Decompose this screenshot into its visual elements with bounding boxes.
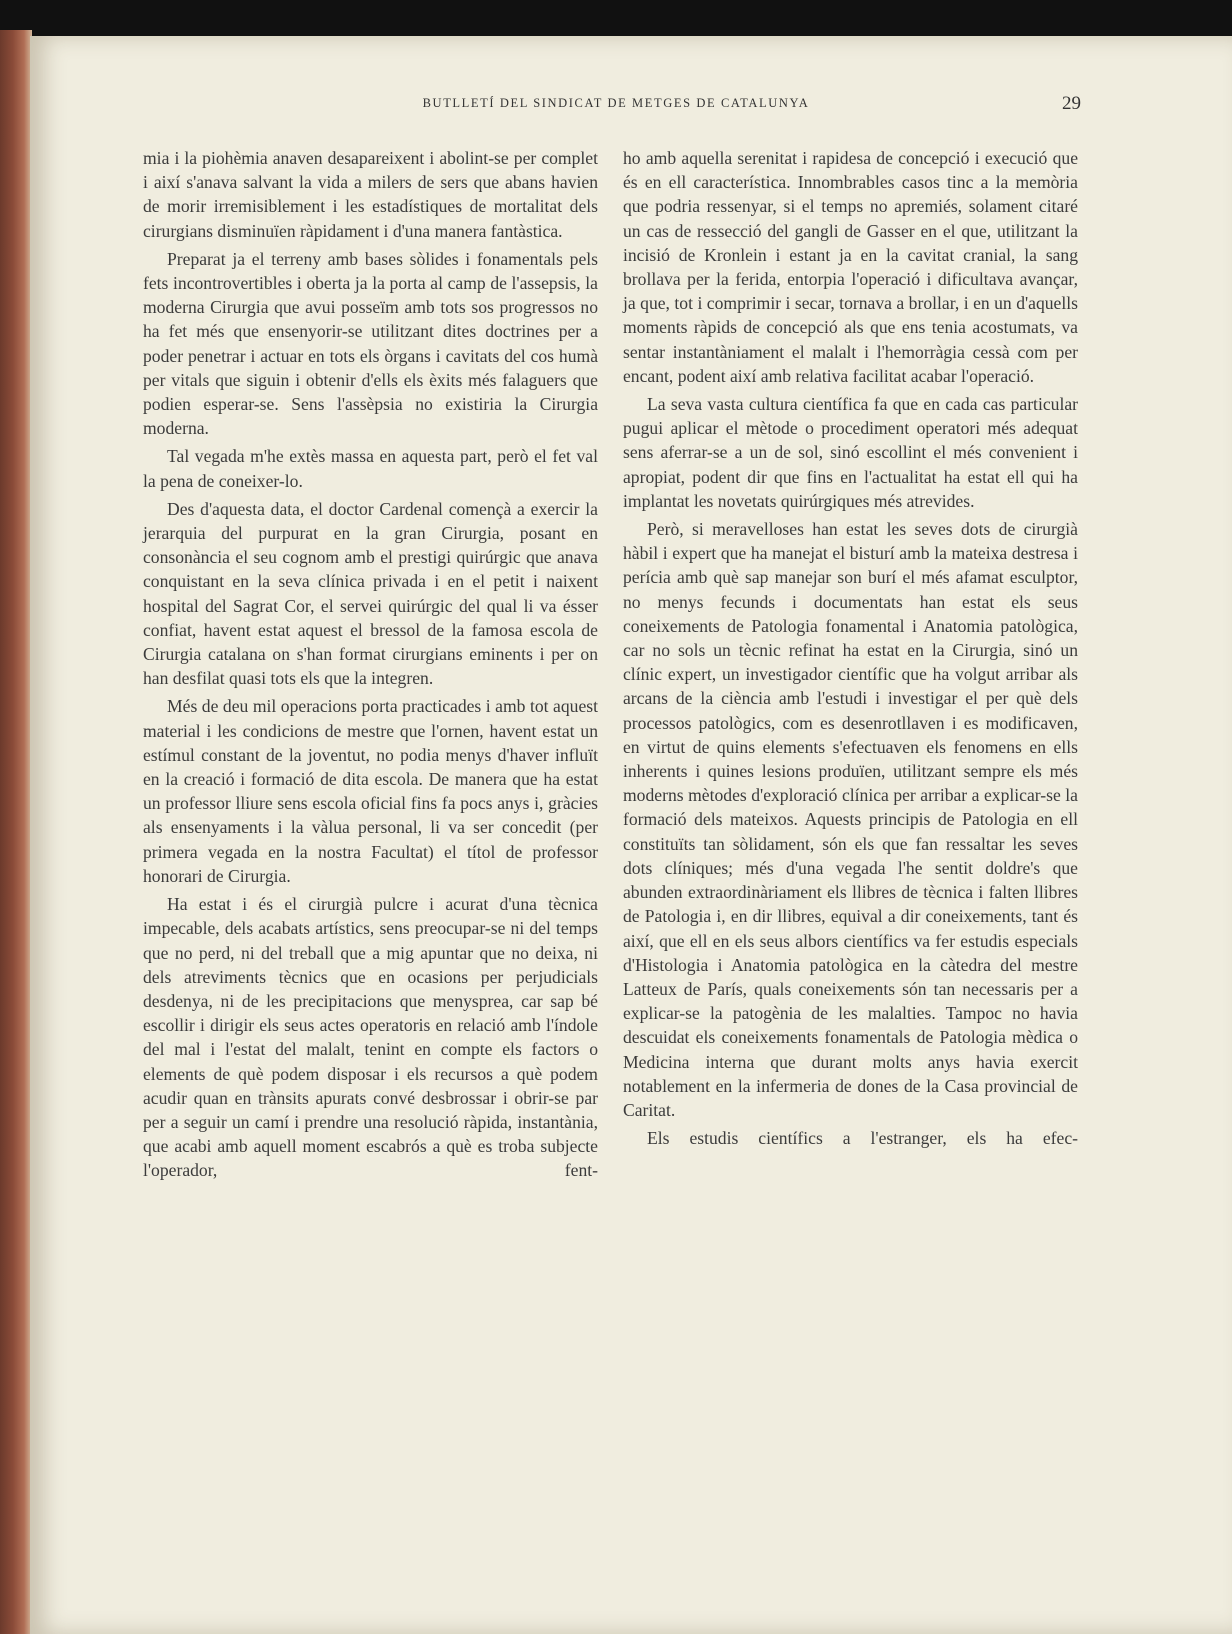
paragraph: Des d'aquesta data, el doctor Cardenal començà a exercir la jerarquia del purpurat en la gran Cirurgia, posant en consonància el seu cognom amb el prestigi quirúrgic que anava conquistant en la seva clínica privada i en el petit i naixent hospital del Sagrat Cor, el servei quirúrgic del qual li va ésser confiat, havent estat aquest el bressol de la famosa escola de Cirurgia catalana on s'han format cirurgians eminents i per on han desfilat quasi tots els que la integren. [143, 498, 598, 689]
running-title: BUTLLETÍ DEL SINDICAT DE METGES DE CATALUNYA [422, 96, 810, 110]
paragraph: Més de deu mil operacions porta practicades i amb tot aquest material i les condicions de mestre que l'ornen, havent estat un estímul constant de la joventut, no podia menys d'haver influït en la creació i formació de dita escola. De manera que ha estat un professor lliure sens escola oficial fins fa pocs anys i, gràcies als ensenyaments i la vàlua personal, li va ser concedit (per primera vegada en la nostra Facultat) el títol de professor honorari de Cirurgia. [143, 696, 598, 886]
paragraph: Els estudis científics a l'estranger, els ha efec- [647, 1128, 1078, 1149]
paragraph: mia i la piohèmia anaven desapareixent i abolint-se per complet i així s'anava salvant la vida a milers de sers que abans havien de morir irremisiblement i les estadístiques de mortalitat dels cirurgians disminuïen ràpidament i d'una manera fantàstica. [143, 148, 598, 241]
right-column [623, 146, 1078, 1154]
paragraph: Però, si meravelloses han estat les seves dots de cirurgià hàbil i expert que ha manejat el bisturí amb la mateixa destresa i perícia amb què sap manejar son burí el més afamat esculptor, no menys fecunds i documentats han estat els seus coneixements de Patologia fonamental i Anatomia patològica, car no sols un tècnic refinat ha estat en la Cirurgia, sinó un clínic expert, un investigador científic que ha volgut arribar als arcans de la ciència amb l'estudi i investigar el per què dels processos patològics, com es desenrotllaven i es modificaven, en virtut de quins elements s'efectuaven els fenomens en ells inherents i quines lesions produïen, utilitzant sempre els més moderns mètodes d'exploració clínica per arribar a explicar-se la formació dels mateixos. Aquests principis de Patologia en ell constituïts tan sòlidament, són els que fan ressaltar les seves dots clíniques; més d'una vegada l'he sentit doldre's que abunden extraordinàriament els llibres de tècnica i falten llibres de Patologia i, en dir llibres, equival a dir coneixements, tant és així, que ell en els seus albors científics va fer estudis especials d'Histologia i Anatomia patològica en la càtedra del mestre Latteux de París, quals coneixements són tan necessaris per a explicar-se la patogènia de les malalties. Tampoc no havia descuidat els coneixements fonamentals de Patologia mèdica o Medicina interna que durant molts anys havia exercit notablement en la infermeria de dones de la Casa provincial de Caritat. [623, 519, 1078, 1120]
paragraph: Preparat ja el terreny amb bases sòlides i fonamentals pels fets incontrovertibles i oberta ja la porta al camp de l'assepsis, la moderna Cirurgia que avui posseïm amb tots sos progressos no ha fet més que ensenyorir-se utilitzant dites doctrines per a poder penetrar i actuar en tots els òrgans i cavitats del cos humà per vitals que siguin i obtenir d'ells els èxits més falaguers que podien esperar-se. Sens l'assèpsia no existiria la Cirurgia moderna. [143, 248, 598, 439]
book-spine [0, 30, 32, 1634]
page-number: 29 [1062, 93, 1081, 114]
paragraph: ho amb aquella serenitat i rapidesa de concepció i execució que és en ell característica. Innombrables casos tinc a la memòria que podria ressenyar, si el temps no apremiés, solament citaré un cas de ressecció del gangli de Gasser en el que, utilitzant la incisió de Kronlein i estant ja en la cavitat cranial, la sang brollava per la ferida, entorpia l'operació i dificultava avançar, ja que, tot i comprimir i secar, tornava a brollar, i en un d'aquells moments ràpids de concepció als que ens tenia acostumats, va sentar instantàniament el malalt i l'hemorràgia cessà com per encant, podent així amb relativa facilitat acabar l'operació. [623, 148, 1078, 386]
paragraph: Ha estat i és el cirurgià pulcre i acurat d'una tècnica impecable, dels acabats artístics, sens preocupar-se ni del temps que no perd, ni del treball que a mig apuntar que no deixa, ni dels atreviments tècnics que en ocasions per perjudicials desdenya, ni de les precipitacions que menysprea, car sap bé escollir i dirigir els seus actes operatoris en relació amb l'índole del mal i l'estat del malalt, tenint en compte els factors o elements de què podem disposar i els recursos a què podem acudir quan en trànsits apurats convé desbrossar i obrir-se par per a seguir un camí i prendre una resolució ràpida, instantània, que acabi amb aquell moment escabrós a què es troba subjecte l'operador, fent- [143, 894, 598, 1181]
paragraph: Tal vegada m'he extès massa en aquesta part, però el fet val la pena de coneixer-lo. [143, 446, 598, 491]
left-column [143, 146, 598, 1187]
paragraph: La seva vasta cultura científica fa que en cada cas particular pugui aplicar el mètode o procediment operatori més adequat sens aferrar-se a un de sol, sinó escollint el més convenient i apropiat, podent dir que fins en l'actualitat ha estat ell qui ha implantat les novetats quirúrgiques més atrevides. [623, 394, 1078, 511]
